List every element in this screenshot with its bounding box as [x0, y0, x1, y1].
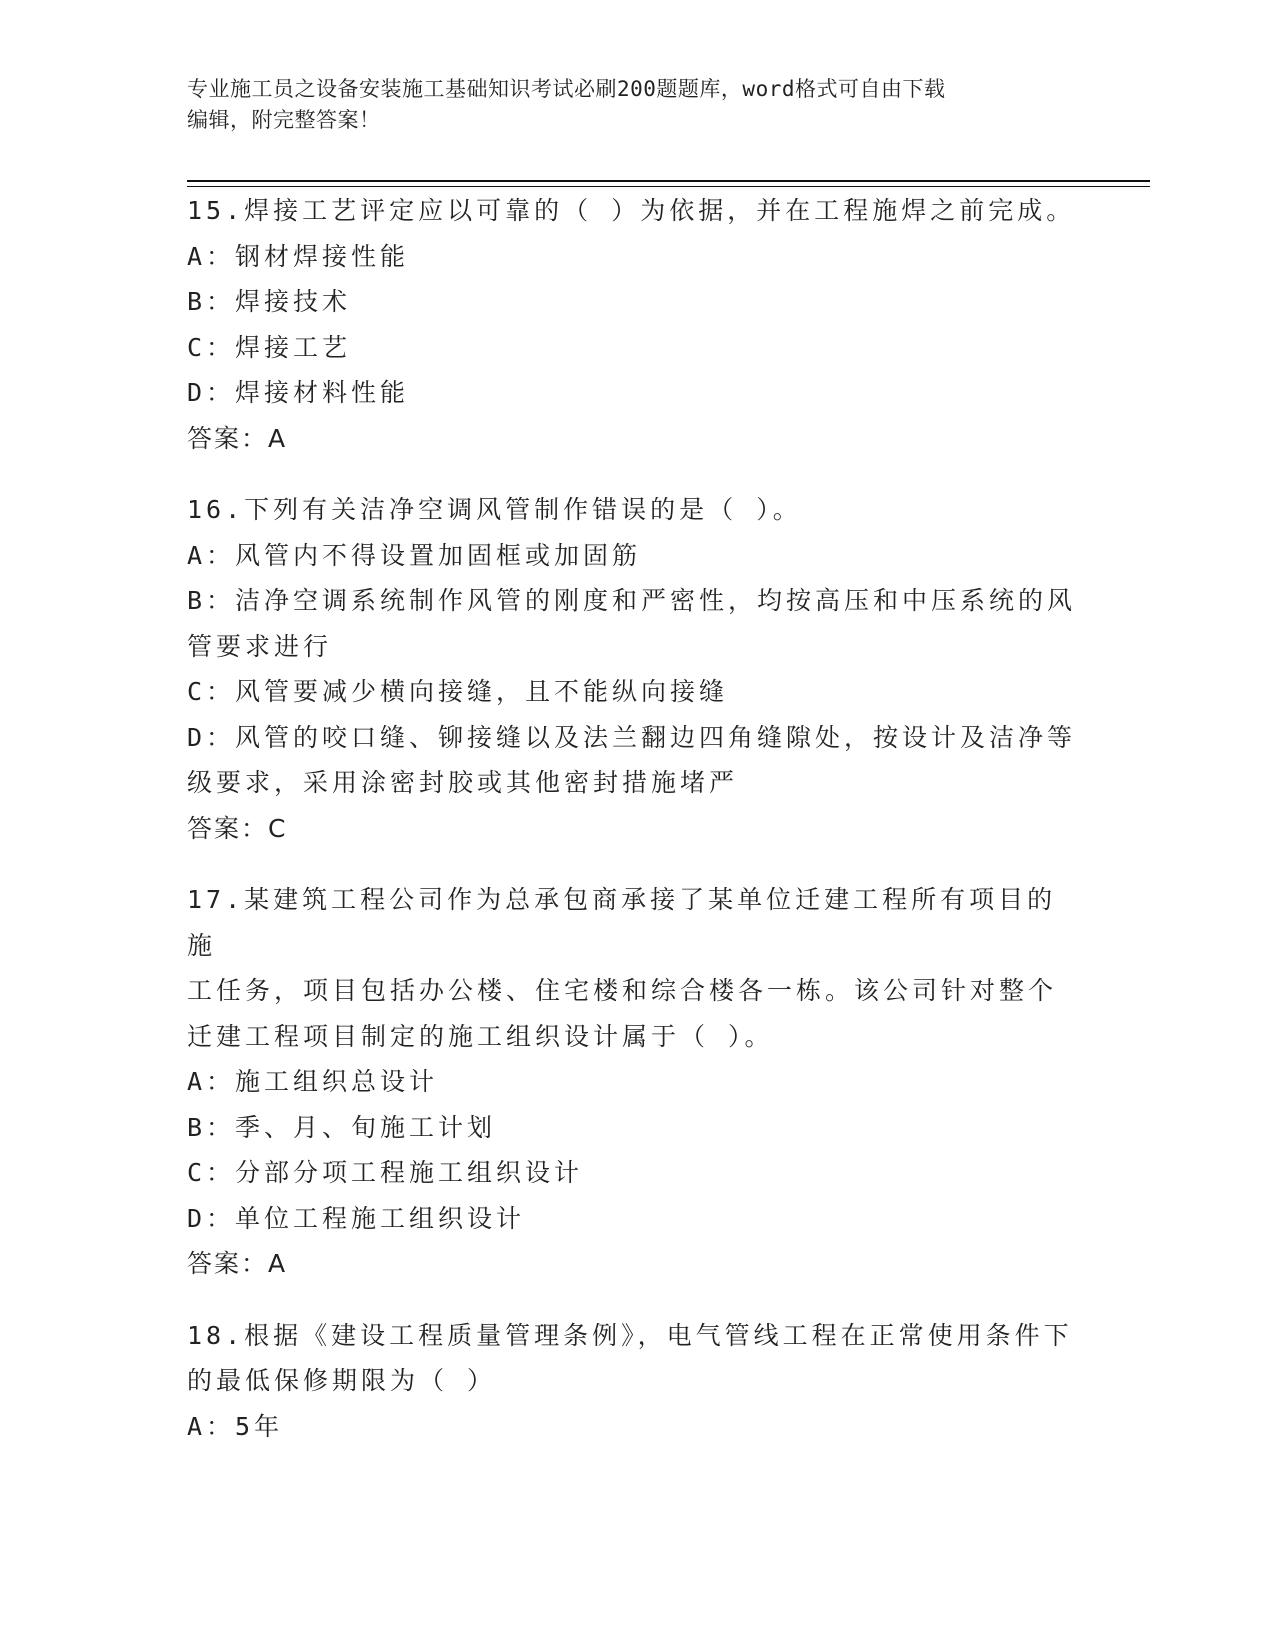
header-divider-thick [187, 180, 1150, 182]
answer-option: C：风管要减少横向接缝，且不能纵向接缝 [187, 677, 729, 706]
question-block [187, 877, 1082, 1287]
answer-option: D：焊接材料性能 [187, 378, 410, 407]
answer-key: 答案：A [187, 423, 288, 453]
question-stem: 迁建工程项目制定的施工组织设计属于（ ）。 [187, 1021, 774, 1051]
answer-option: C：分部分项工程施工组织设计 [187, 1158, 584, 1187]
answer-option: B：焊接技术 [187, 287, 352, 316]
document-header [187, 74, 1067, 136]
answer-option: 级要求，采用涂密封胶或其他密封措施堵严 [187, 768, 739, 797]
question-stem: 18.根据《建设工程质量管理条例》，电气管线工程在正常使用条件下 [187, 1320, 1073, 1350]
answer-option: A：5年 [187, 1411, 284, 1441]
answer-option: A：钢材焊接性能 [187, 241, 410, 271]
answer-option: 管要求进行 [187, 631, 333, 661]
header-line-1: 专业施工员之设备安装施工基础知识考试必刷200题题库，word格式可自由下载 [187, 77, 946, 101]
question-stem: 的最低保修期限为（ ） [187, 1366, 497, 1395]
answer-option: A：风管内不得设置加固框或加固筋 [187, 540, 642, 570]
answer-key: 答案：C [187, 813, 288, 843]
answer-option: D：单位工程施工组织设计 [187, 1203, 526, 1233]
answer-option: C：焊接工艺 [187, 332, 352, 362]
question-block [187, 1313, 1082, 1450]
header-line-2: 编辑，附完整答案！ [187, 108, 381, 132]
question-stem: 16.下列有关洁净空调风管制作错误的是（ ）。 [187, 495, 802, 524]
question-stem: 工任务，项目包括办公楼、住宅楼和综合楼各一栋。该公司针对整个 [187, 976, 1058, 1005]
question-block [187, 188, 1082, 461]
answer-key: 答案：A [187, 1249, 288, 1278]
answer-option: B：季、月、旬施工计划 [187, 1112, 497, 1142]
question-block [187, 487, 1082, 851]
answer-option: D：风管的咬口缝、铆接缝以及法兰翻边四角缝隙处，按设计及洁净等 [187, 722, 1077, 752]
question-stem: 15.焊接工艺评定应以可靠的（ ）为依据，并在工程施焊之前完成。 [187, 196, 1076, 225]
answer-option: A：施工组织总设计 [187, 1067, 439, 1096]
question-stem: 17.某建筑工程公司作为总承包商承接了某单位迁建工程所有项目的施 [187, 885, 1057, 960]
question-list [187, 188, 1082, 1475]
answer-option: B：洁净空调系统制作风管的刚度和严密性，均按高压和中压系统的风 [187, 586, 1077, 615]
header-divider-thin [187, 186, 1150, 187]
